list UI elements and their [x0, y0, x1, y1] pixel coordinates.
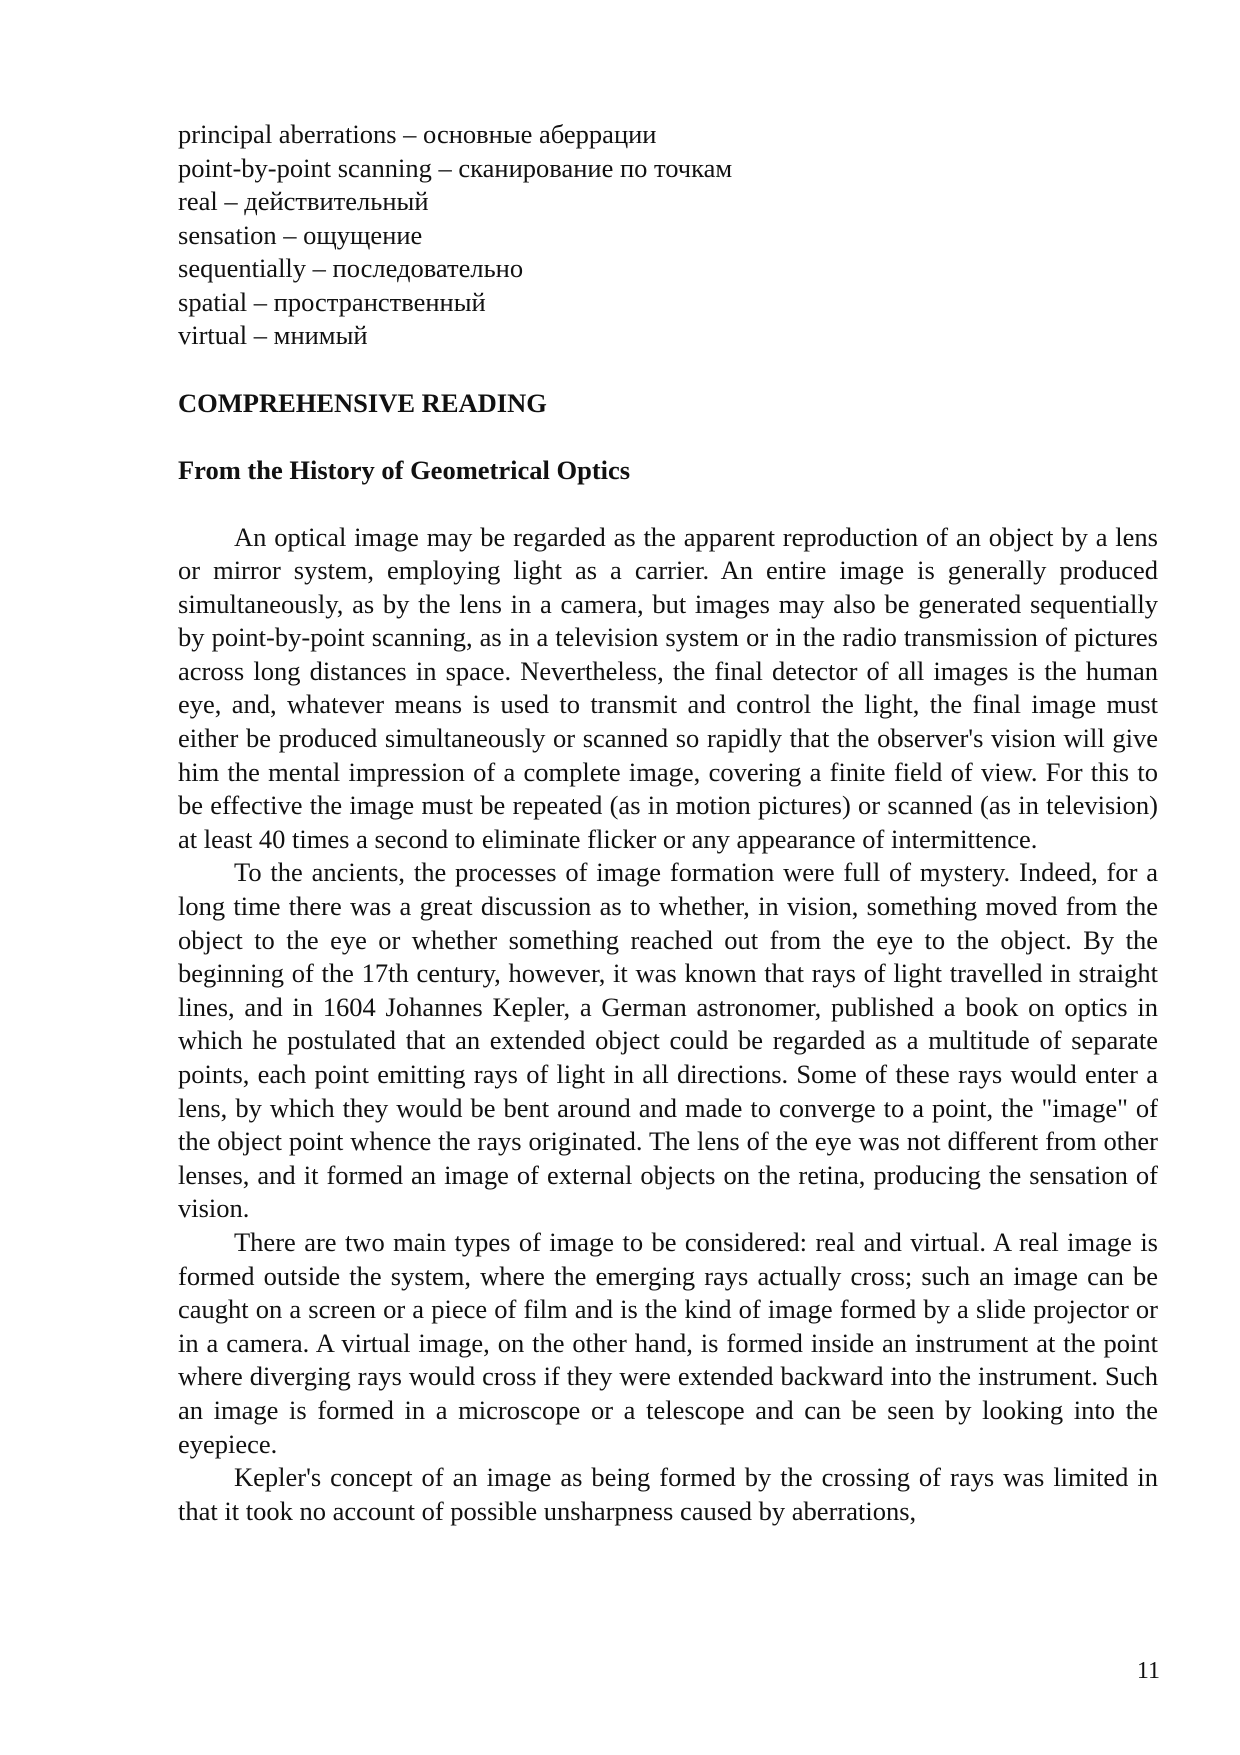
document-page: [178, 118, 1158, 1528]
glossary-item: sequentially – последовательно: [178, 253, 524, 283]
glossary-list: [178, 118, 1158, 353]
article-title: From the History of Geometrical Optics: [178, 455, 631, 485]
page-number: 11: [1136, 1658, 1160, 1684]
paragraph: Kepler's concept of an image as being formed by the crossing of rays was limited in that it took no account of possible unsharpness caused by aberrations,: [178, 1462, 1158, 1526]
paragraph: To the ancients, the processes of image formation were full of mystery. Indeed, for a long time there was a great discussion as to whether, in vision, something moved from the object to the eye or whether something reached out from the eye to the object. By the beginning of the 17th century, however, it was known that rays of light travelled in straight lines, and in 1604 Johannes Kepler, a German astronomer, published a book on optics in which he postulated that an extended object could be regarded as a multitude of separate points, each point emitting rays of light in all directions. Some of these rays would enter a lens, by which they would be bent around and made to converge to a point, the "image" of the object point whence the rays originated. The lens of the eye was not different from other lenses, and it formed an image of external objects on the retina, producing the sensation of vision.: [178, 857, 1158, 1224]
glossary-item: spatial – пространственный: [178, 286, 486, 317]
glossary-item: real – действительный: [178, 186, 429, 216]
article-body: [178, 521, 1158, 1529]
glossary-item: principal aberrations – основные аберрации: [178, 119, 657, 149]
glossary-item: point-by-point scanning – сканирование по точкам: [178, 152, 733, 183]
paragraph: There are two main types of image to be considered: real and virtual. A real image is formed outside the system, where the emerging rays actually cross; such an image can be caught on a screen or a piece of film and is the kind of image formed by a slide projector or in a camera. A virtual image, on the other hand, is formed inside an instrument at the point where diverging rays would cross if they were extended backward into the instrument. Such an image is formed in a microscope or a telescope and can be seen by looking into the eyepiece.: [178, 1226, 1158, 1459]
paragraph: An optical image may be regarded as the apparent reproduction of an object by a lens or mirror system, employing light as a carrier. An entire image is generally produced simultaneously, as by the lens in a camera, but images may also be generated sequentially by point-by-point scanning, as in a television system or in the radio transmission of pictures across long distances in space. Nevertheless, the final detector of all images is the human eye, and, whatever means is used to transmit and control the light, the final image must either be produced simultaneously or scanned so rapidly that the observer's vision will give him the mental impression of a complete image, covering a finite field of view. For this to be effective the image must be repeated (as in motion pictures) or scanned (as in television) at least 40 times a second to eliminate flicker or any appearance of intermittence.: [178, 521, 1158, 854]
glossary-item: virtual – мнимый: [178, 320, 368, 350]
glossary-item: sensation – ощущение: [178, 219, 423, 250]
section-heading: COMPREHENSIVE READING: [178, 387, 547, 418]
